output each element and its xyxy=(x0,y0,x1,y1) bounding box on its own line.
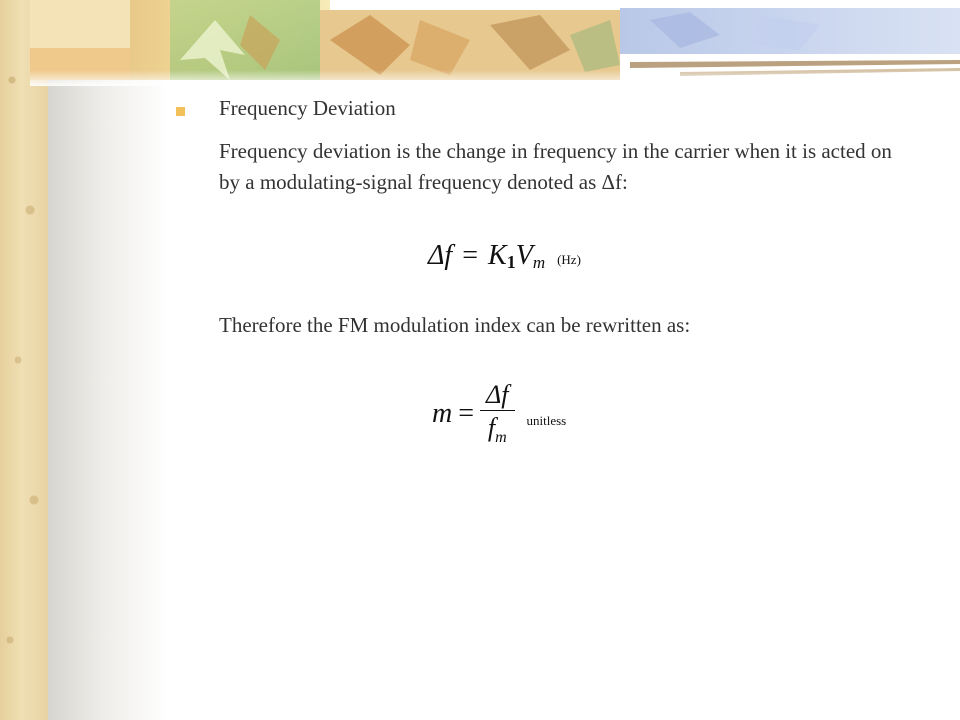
eq1-unit: (Hz) xyxy=(557,252,581,267)
eq1-equals: = xyxy=(462,240,479,271)
equation-modulation-index xyxy=(432,380,566,447)
eq2-unit: unitless xyxy=(526,412,567,428)
eq2-fraction xyxy=(480,380,514,447)
eq2-equals: = xyxy=(458,397,475,429)
eq1-V-subscript: m xyxy=(532,253,546,273)
eq2-numerator: Δf xyxy=(480,380,514,411)
paragraph-definition: Frequency deviation is the change in frequency in the carrier when it is acted on by a modulating-signal frequency denoted as Δf: xyxy=(219,139,892,194)
eq2-lhs: m xyxy=(432,397,453,429)
eq2-denominator-subscript: m xyxy=(495,429,507,447)
eq1-K: K xyxy=(488,240,507,271)
eq1-lhs: Δf xyxy=(428,240,453,271)
equation-frequency-deviation xyxy=(428,240,581,273)
bullet-heading: Frequency Deviation xyxy=(219,96,396,120)
paragraph-modulation-index: Therefore the FM modulation index can be rewritten as: xyxy=(219,313,691,337)
eq1-K-subscript: 1 xyxy=(506,252,516,273)
eq1-V: V xyxy=(515,240,533,271)
bullet-square-icon xyxy=(176,107,185,116)
eq2-denominator: f xyxy=(487,413,496,442)
